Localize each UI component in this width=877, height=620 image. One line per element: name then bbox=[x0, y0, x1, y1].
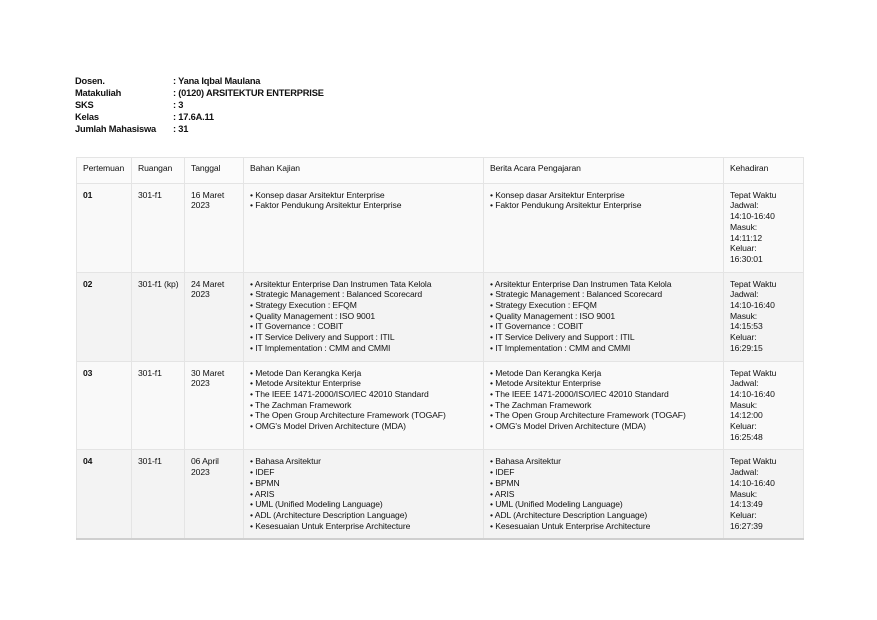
attendance-line: Jadwal: bbox=[730, 200, 759, 211]
info-row-jumlah-mahasiswa bbox=[75, 123, 324, 135]
attendance-line: 14:10-16:40 bbox=[730, 388, 775, 399]
header-bahan-kajian: Bahan Kajian bbox=[244, 158, 484, 184]
cell-pertemuan: 03 bbox=[77, 361, 132, 450]
attendance-line: Jadwal: bbox=[730, 467, 759, 478]
list-item: • Metode Dan Kerangka Kerja bbox=[490, 367, 602, 378]
cell-ruangan: 301-f1 (kp) bbox=[132, 272, 185, 361]
course-info bbox=[75, 75, 324, 135]
attendance-line: Keluar: bbox=[730, 509, 757, 520]
list-item: • IDEF bbox=[250, 467, 275, 478]
cell-berita-acara bbox=[484, 361, 724, 450]
cell-ruangan: 301-f1 bbox=[132, 450, 185, 539]
cell-tanggal: 24 Maret 2023 bbox=[185, 272, 244, 361]
table-row bbox=[77, 450, 804, 539]
list-item: • Arsitektur Enterprise Dan Instrumen Tata Kelola bbox=[490, 278, 672, 289]
list-item: • Arsitektur Enterprise Dan Instrumen Tata Kelola bbox=[250, 278, 432, 289]
info-row-dosen bbox=[75, 75, 324, 87]
attendance-line: Masuk: bbox=[730, 488, 758, 499]
header-ruangan: Ruangan bbox=[132, 158, 185, 184]
info-value: : Yana Iqbal Maulana bbox=[173, 76, 261, 86]
cell-kehadiran bbox=[724, 272, 804, 361]
attendance-line: 14:11:12 bbox=[730, 232, 763, 243]
list-item: • Strategy Execution : EFQM bbox=[490, 300, 597, 311]
table-row bbox=[77, 272, 804, 361]
list-item: • Quality Management : ISO 9001 bbox=[490, 310, 616, 321]
list-item: • The Open Group Architecture Framework (TOGAF) bbox=[490, 410, 686, 421]
list-item: • Konsep dasar Arsitektur Enterprise bbox=[490, 189, 625, 200]
topic-list bbox=[490, 279, 718, 354]
attendance-line: 16:30:01 bbox=[730, 253, 763, 264]
cell-bahan-kajian bbox=[244, 272, 484, 361]
list-item: • Kesesuaian Untuk Enterprise Architecture bbox=[490, 520, 651, 531]
attendance-line: 16:27:39 bbox=[730, 520, 763, 531]
info-label: Matakuliah bbox=[75, 88, 122, 98]
list-item: • The IEEE 1471-2000/ISO/IEC 42010 Standard bbox=[250, 388, 429, 399]
cell-ruangan: 301-f1 bbox=[132, 361, 185, 450]
list-item: • Metode Arsitektur Enterprise bbox=[250, 378, 361, 389]
info-row-matakuliah bbox=[75, 87, 324, 99]
cell-tanggal: 16 Maret 2023 bbox=[185, 183, 244, 272]
topic-list bbox=[490, 190, 718, 211]
topic-list bbox=[490, 368, 718, 432]
topic-list bbox=[250, 456, 478, 531]
attendance-status: Tepat Waktu bbox=[730, 189, 777, 200]
cell-pertemuan: 04 bbox=[77, 450, 132, 539]
list-item: • IT Implementation : CMM and CMMI bbox=[250, 342, 391, 353]
table-row bbox=[77, 183, 804, 272]
cell-pertemuan: 02 bbox=[77, 272, 132, 361]
list-item: • IT Service Delivery and Support : ITIL bbox=[250, 332, 395, 343]
attendance-line: 14:10-16:40 bbox=[730, 477, 775, 488]
attendance-line: Keluar: bbox=[730, 421, 757, 432]
cell-ruangan: 301-f1 bbox=[132, 183, 185, 272]
list-item: • IT Implementation : CMM and CMMI bbox=[490, 342, 631, 353]
cell-pertemuan: 01 bbox=[77, 183, 132, 272]
info-value: : 17.6A.11 bbox=[173, 112, 214, 122]
attendance-line: Jadwal: bbox=[730, 378, 759, 389]
list-item: • Strategic Management : Balanced Scorecard bbox=[250, 289, 423, 300]
topic-list bbox=[250, 279, 478, 354]
list-item: • Konsep dasar Arsitektur Enterprise bbox=[250, 189, 385, 200]
cell-bahan-kajian bbox=[244, 450, 484, 539]
topic-list bbox=[490, 456, 718, 531]
attendance-line: 16:25:48 bbox=[730, 431, 763, 442]
info-row-kelas bbox=[75, 111, 324, 123]
list-item: • Strategic Management : Balanced Scorecard bbox=[490, 289, 663, 300]
attendance-line: Jadwal: bbox=[730, 289, 759, 300]
list-item: • IT Governance : COBIT bbox=[250, 321, 344, 332]
list-item: • IT Governance : COBIT bbox=[490, 321, 584, 332]
cell-kehadiran bbox=[724, 361, 804, 450]
cell-berita-acara bbox=[484, 450, 724, 539]
list-item: • OMG's Model Driven Architecture (MDA) bbox=[250, 421, 406, 432]
attendance-line: Keluar: bbox=[730, 332, 757, 343]
list-item: • Strategy Execution : EFQM bbox=[250, 300, 357, 311]
attendance-line: 14:12:00 bbox=[730, 410, 763, 421]
attendance-line: Keluar: bbox=[730, 243, 757, 254]
header-tanggal: Tanggal bbox=[185, 158, 244, 184]
info-value: : 3 bbox=[173, 100, 184, 110]
attendance-line: 14:15:53 bbox=[730, 321, 763, 332]
list-item: • ARIS bbox=[490, 488, 515, 499]
list-item: • IDEF bbox=[490, 467, 515, 478]
list-item: • UML (Unified Modeling Language) bbox=[490, 499, 623, 510]
info-value: : (0120) ARSITEKTUR ENTERPRISE bbox=[173, 88, 324, 98]
attendance-line: Masuk: bbox=[730, 399, 758, 410]
cell-berita-acara bbox=[484, 183, 724, 272]
list-item: • ARIS bbox=[250, 488, 275, 499]
header-pertemuan: Pertemuan bbox=[77, 158, 132, 184]
table-header-row bbox=[77, 158, 804, 184]
info-label: Jumlah Mahasiswa bbox=[75, 124, 157, 134]
list-item: • BPMN bbox=[490, 477, 520, 488]
list-item: • The Zachman Framework bbox=[490, 399, 592, 410]
list-item: • ADL (Architecture Description Language) bbox=[490, 509, 648, 520]
list-item: • Faktor Pendukung Arsitektur Enterprise bbox=[250, 200, 402, 211]
info-value: : 31 bbox=[173, 124, 189, 134]
info-row-sks bbox=[75, 99, 324, 111]
attendance-line: Masuk: bbox=[730, 221, 758, 232]
cell-tanggal: 06 April 2023 bbox=[185, 450, 244, 539]
table-row bbox=[77, 361, 804, 450]
attendance-line: 14:13:49 bbox=[730, 499, 763, 510]
cell-bahan-kajian bbox=[244, 183, 484, 272]
list-item: • ADL (Architecture Description Language) bbox=[250, 509, 408, 520]
attendance-status: Tepat Waktu bbox=[730, 367, 777, 378]
list-item: • Metode Dan Kerangka Kerja bbox=[250, 367, 362, 378]
list-item: • The IEEE 1471-2000/ISO/IEC 42010 Standard bbox=[490, 388, 669, 399]
list-item: • Bahasa Arsitektur bbox=[250, 456, 321, 467]
list-item: • Bahasa Arsitektur bbox=[490, 456, 561, 467]
header-kehadiran: Kehadiran bbox=[724, 158, 804, 184]
list-item: • Faktor Pendukung Arsitektur Enterprise bbox=[490, 200, 642, 211]
cell-berita-acara bbox=[484, 272, 724, 361]
list-item: • UML (Unified Modeling Language) bbox=[250, 499, 383, 510]
meeting-table bbox=[76, 157, 804, 540]
list-item: • The Zachman Framework bbox=[250, 399, 352, 410]
topic-list bbox=[250, 368, 478, 432]
attendance-line: Masuk: bbox=[730, 310, 758, 321]
list-item: • IT Service Delivery and Support : ITIL bbox=[490, 332, 635, 343]
header-berita-acara: Berita Acara Pengajaran bbox=[484, 158, 724, 184]
cell-kehadiran bbox=[724, 450, 804, 539]
topic-list bbox=[250, 190, 478, 211]
list-item: • BPMN bbox=[250, 477, 280, 488]
attendance-status: Tepat Waktu bbox=[730, 278, 777, 289]
list-item: • Quality Management : ISO 9001 bbox=[250, 310, 376, 321]
cell-bahan-kajian bbox=[244, 361, 484, 450]
cell-tanggal: 30 Maret 2023 bbox=[185, 361, 244, 450]
list-item: • OMG's Model Driven Architecture (MDA) bbox=[490, 421, 646, 432]
info-label: SKS bbox=[75, 100, 94, 110]
attendance-status: Tepat Waktu bbox=[730, 456, 777, 467]
list-item: • Metode Arsitektur Enterprise bbox=[490, 378, 601, 389]
attendance-line: 16:29:15 bbox=[730, 342, 763, 353]
info-label: Dosen. bbox=[75, 76, 105, 86]
attendance-line: 14:10-16:40 bbox=[730, 300, 775, 311]
list-item: • The Open Group Architecture Framework (TOGAF) bbox=[250, 410, 446, 421]
attendance-line: 14:10-16:40 bbox=[730, 211, 775, 222]
list-item: • Kesesuaian Untuk Enterprise Architecture bbox=[250, 520, 411, 531]
info-label: Kelas bbox=[75, 112, 99, 122]
cell-kehadiran bbox=[724, 183, 804, 272]
